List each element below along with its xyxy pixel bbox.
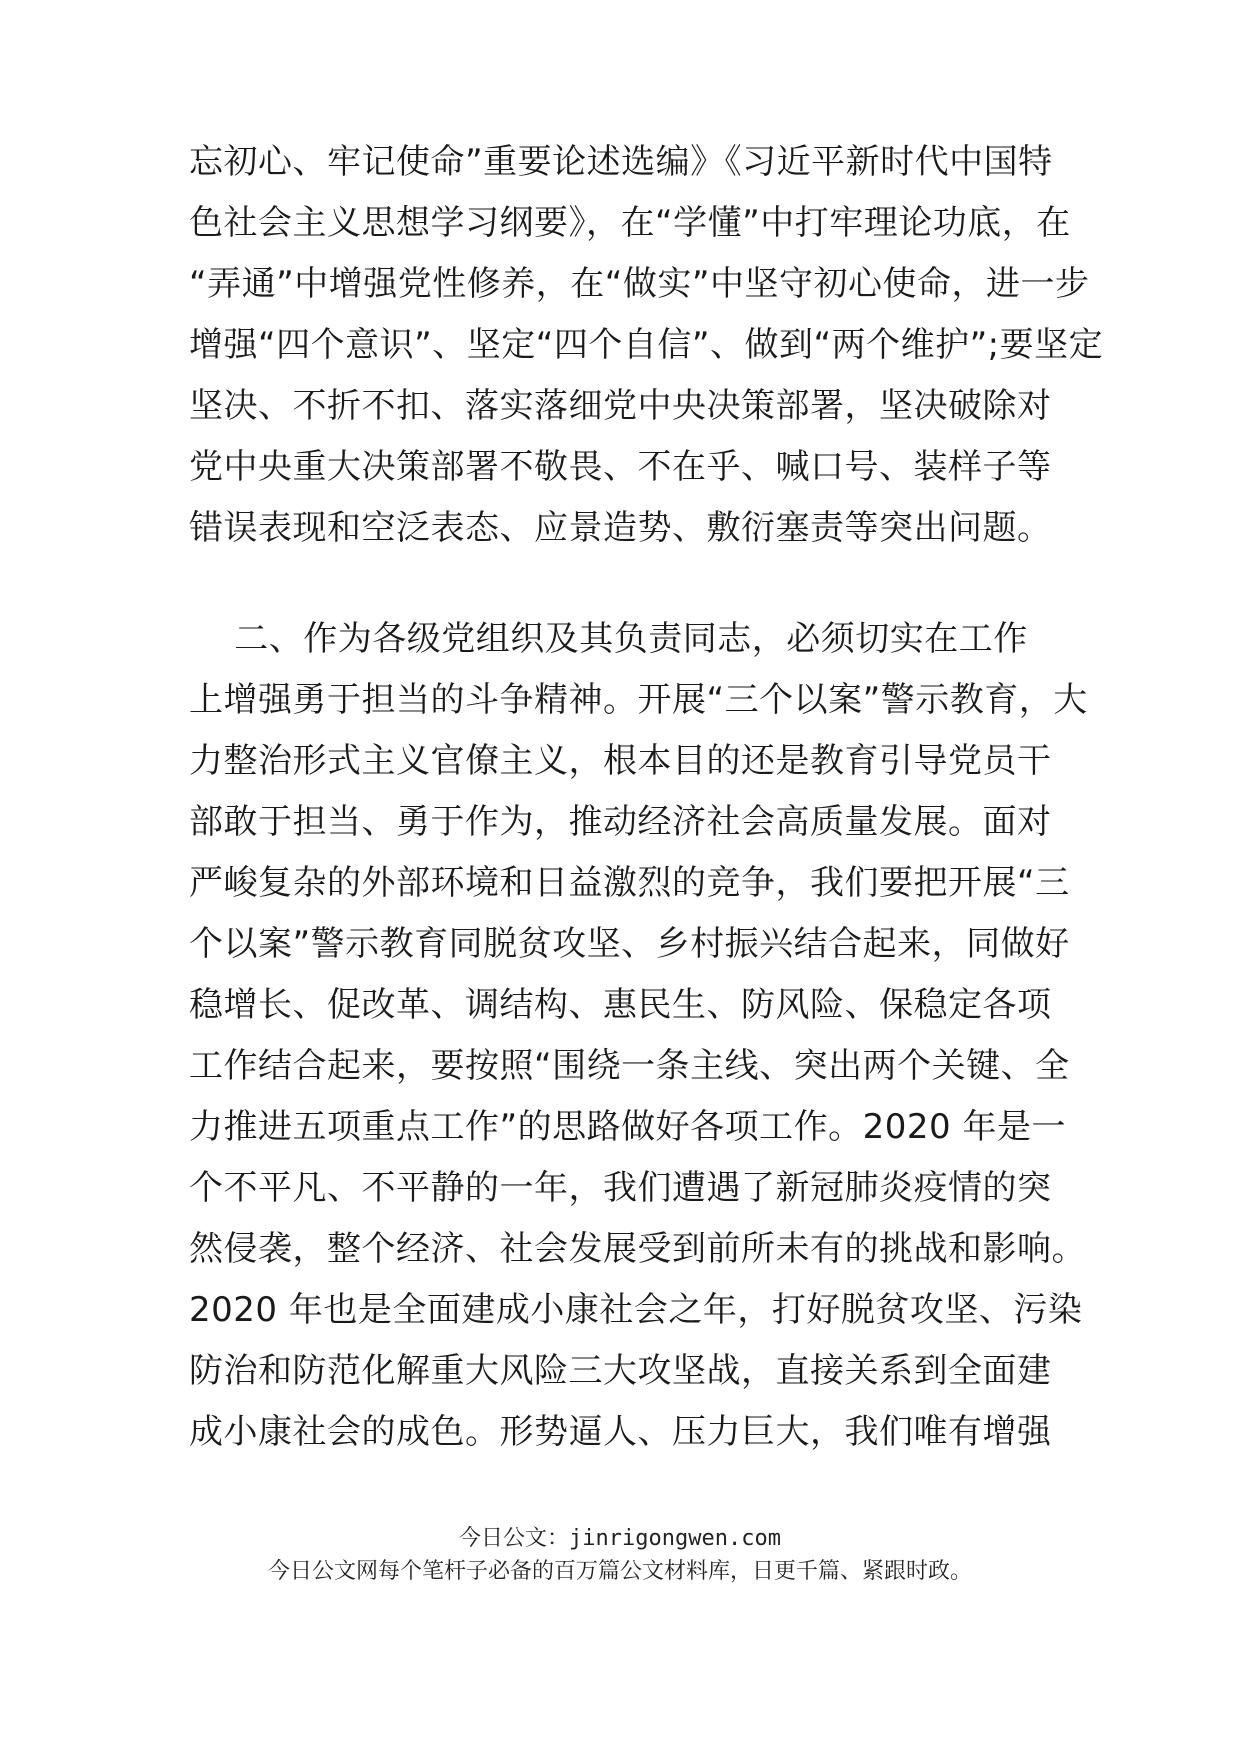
body-line: “弄通”中增强党性修养，在“做实”中坚守初心使命，进一步	[189, 264, 1090, 304]
body-line: 防治和防范化解重大风险三大攻坚战，直接关系到全面建	[189, 1351, 1052, 1391]
body-line: 工作结合起来，要按照“围绕一条主线、突出两个关键、全	[189, 1046, 1070, 1086]
body-line: 然侵袭，整个经济、社会发展受到前所未有的挑战和影响。	[189, 1229, 1086, 1269]
body-line: 忘初心、牢记使命”重要论述选编》《习近平新时代中国特	[189, 142, 1053, 182]
body-line: 党中央重大决策部署不敬畏、不在乎、喊口号、装样子等	[189, 447, 1052, 487]
body-line: 严峻复杂的外部环境和日益激烈的竞争，我们要把开展“三	[189, 863, 1070, 903]
footer-slogan: 今日公文网每个笔杆子必备的百万篇公文材料库，日更千篇、紧跟时政。	[267, 1559, 972, 1584]
body-line: 稳增长、促改革、调结构、惠民生、防风险、保稳定各项	[189, 985, 1052, 1025]
footer-site-line	[0, 1525, 1240, 1553]
body-line: 成小康社会的成色。形势逼人、压力巨大，我们唯有增强	[189, 1412, 1052, 1452]
paragraph-two-first-line: 二、作为各级党组织及其负责同志，必须切实在工作	[189, 619, 1028, 659]
body-line: 个不平凡、不平静的一年，我们遭遇了新冠肺炎疫情的突	[189, 1168, 1052, 1208]
body-line: 力整治形式主义官僚主义，根本目的还是教育引导党员干	[189, 741, 1052, 781]
body-line: 部敢于担当、勇于作为，推动经济社会高质量发展。面对	[189, 802, 1052, 842]
body-line: 上增强勇于担当的斗争精神。开展“三个以案”警示教育，大	[189, 680, 1088, 720]
body-line: 坚决、不折不扣、落实落细党中央决策部署，坚决破除对	[189, 386, 1052, 426]
body-line: 力推进五项重点工作”的思路做好各项工作。2020 年是一	[189, 1107, 1066, 1147]
body-line: 色社会主义思想学习纲要》，在“学懂”中打牢理论功底，在	[189, 203, 1071, 243]
body-line: 2020 年也是全面建成小康社会之年，打好脱贫攻坚、污染	[189, 1290, 1083, 1330]
body-line: 个以案”警示教育同脱贫攻坚、乡村振兴结合起来，同做好	[189, 924, 1070, 964]
footer-site-label: 今日公文：	[459, 1526, 570, 1551]
body-line: 错误表现和空泛表态、应景造势、敷衍塞责等突出问题。	[189, 508, 1052, 548]
footer-site-link[interactable]: jinrigongwen.com	[569, 1526, 781, 1551]
body-line: 增强“四个意识”、坚定“四个自信”、做到“两个维护”;要坚定	[189, 325, 1104, 365]
